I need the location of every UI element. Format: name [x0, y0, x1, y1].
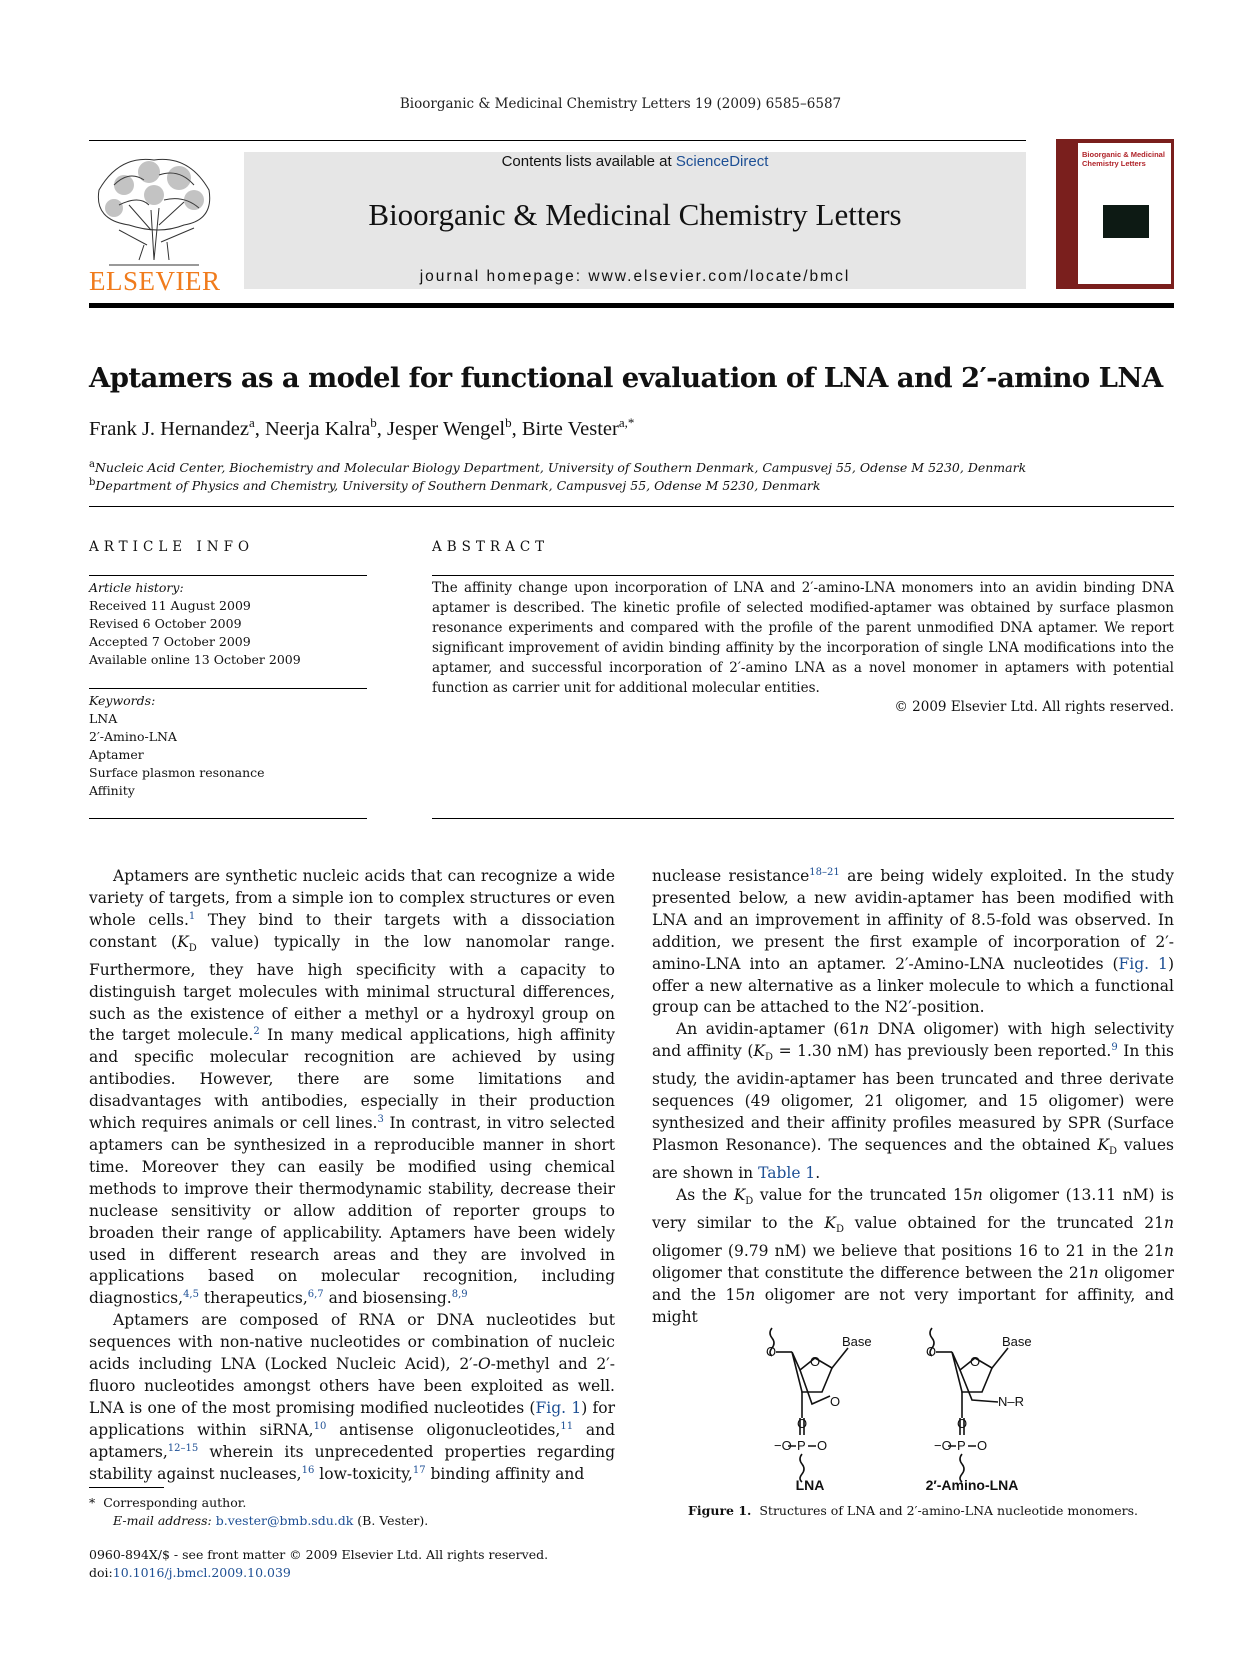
text-run: oligomer (9.79 nM) we believe that positions 16 to 21 in the 21 [652, 1241, 1165, 1260]
header-thick-rule [89, 303, 1174, 308]
cover-title: Bioorganic & Medicinal Chemistry Letters [1082, 150, 1165, 168]
abstract-bottom-rule [432, 818, 1174, 819]
ref-citation[interactable]: 2 [253, 1026, 260, 1038]
text-run: -methyl and 2′-fluoro nucleotides amongst others have been exploited as well. LNA is one of the most promising modified nucleotides ( [89, 1355, 615, 1417]
italic-n: n [745, 1285, 756, 1304]
keyword: Affinity [89, 783, 135, 798]
text-run: value obtained for the truncated 21 [843, 1213, 1164, 1232]
subscript-d: D [835, 1223, 844, 1235]
fig-label-o: O [830, 1394, 841, 1409]
text-run: In this study, the avidin-aptamer has been truncated and three derivate sequences (49 oligomer, 21 oligomer, and 15 oligomer) were synthesized and their affinity profiles measured by SPR (Surface Plasmon Resonance). The sequences and the obtained [652, 1042, 1174, 1154]
ref-citation[interactable]: 12–15 [167, 1442, 199, 1454]
abstract-copyright: © 2009 Elsevier Ltd. All rights reserved. [894, 699, 1174, 715]
symbol-k: K [824, 1213, 836, 1232]
email-suffix: (B. Vester). [353, 1513, 429, 1528]
fig-label-o: O [970, 1354, 981, 1369]
text-run: antisense oligonucleotides, [326, 1420, 561, 1439]
fig-label-p: P [797, 1438, 806, 1453]
ref-citation[interactable]: 11 [560, 1420, 574, 1432]
text-run: oligomer are not very important for affinity, and might [652, 1285, 1174, 1326]
text-run: nuclease resistance [652, 867, 810, 885]
doi-line [89, 1565, 291, 1580]
fig-name-amino-lna: 2′-Amino-LNA [925, 1477, 1019, 1490]
keyword: LNA [89, 711, 118, 726]
fig-label-o: O [817, 1438, 828, 1453]
keywords-block [89, 692, 265, 800]
affil-text: Nucleic Acid Center, Biochemistry and Molecular Biology Department, University of Southern Denmark, Campusvej 55, Odense M 5230, Denmark [94, 460, 1027, 475]
abstract-heading: ABSTRACT [432, 539, 550, 555]
footnote-rule [89, 1487, 164, 1488]
header-rule [89, 140, 1026, 141]
text-run: value for the truncated 15 [753, 1185, 973, 1204]
fig-label-p: P [957, 1438, 966, 1453]
body-paragraph [89, 866, 615, 1310]
history-item: Received 11 August 2009 [89, 598, 251, 613]
text-run: As the [676, 1185, 734, 1204]
fig-label-o: O [926, 1344, 937, 1359]
doi-label: doi: [89, 1565, 113, 1580]
footnote-marker: * [89, 1495, 96, 1510]
fig-name-lna: LNA [795, 1477, 825, 1490]
italic-n: n [859, 1020, 870, 1039]
contents-prefix: Contents lists available at [501, 153, 676, 170]
body-paragraph [89, 1310, 615, 1485]
body-paragraph [652, 1019, 1174, 1185]
keyword: 2′-Amino-LNA [89, 729, 177, 744]
author-name: Frank J. Hernandez [89, 418, 249, 440]
info-bottom-rule [89, 818, 367, 819]
text-run: In contrast, in vitro selected aptamers can be synthesized in a reproducible manner in short time. Moreover they can easily be modified using chemical methods to improve their thermodynamic stability, decrease their nuclease sensitivity or allow addition of reporter groups to broaden their range of applicability. Aptamers have been widely used in different research areas and they are involved in applications based on molecular recognition, including diagnostics, [89, 1114, 615, 1308]
article-info-rule [89, 575, 367, 576]
symbol-k: K [177, 932, 189, 951]
title-rule [89, 506, 1174, 507]
figure-caption-text: Structures of LNA and 2′-amino-LNA nucleotide monomers. [759, 1503, 1138, 1518]
affiliation [89, 460, 1026, 475]
fig-label-o: O [766, 1344, 777, 1359]
text-run: value) typically in the low nanomolar range. Furthermore, they have high specificity with a capacity to distinguish target molecules with minimal structural differences, such as the existence of either a methyl or a hydroxyl group on the target molecule. [89, 932, 615, 1045]
fig-label-neg-o: −O [934, 1438, 952, 1453]
subscript-d: D [765, 1052, 774, 1064]
italic-n: n [972, 1185, 983, 1204]
text-run: low-toxicity, [314, 1464, 413, 1483]
author-affil-mark: b [505, 415, 512, 431]
table-link[interactable]: Table 1 [758, 1163, 816, 1182]
figure-link[interactable]: Fig. 1 [1118, 954, 1168, 973]
figure-link[interactable]: Fig. 1 [535, 1398, 582, 1417]
ref-citation[interactable]: 9 [1111, 1042, 1118, 1054]
ref-citation[interactable]: 10 [313, 1420, 327, 1432]
issn-line: 0960-894X/$ - see front matter © 2009 Elsevier Ltd. All rights reserved. [89, 1547, 549, 1562]
abstract-rule [432, 575, 1174, 576]
italic-n: n [1088, 1263, 1099, 1282]
corresponding-label: Corresponding author. [103, 1495, 247, 1510]
author-name: Neerja Kalra [265, 418, 371, 440]
text-run: They bind to their targets with a dissociation constant ( [89, 910, 615, 951]
ref-citation[interactable]: 17 [412, 1464, 426, 1476]
ref-citation[interactable]: 8,9 [451, 1289, 468, 1301]
fig-label-o: O [977, 1438, 988, 1453]
symbol-k: K [753, 1042, 765, 1061]
figure-caption-label: Figure 1. [688, 1503, 752, 1518]
text-run: binding affinity and [425, 1464, 585, 1483]
italic-n: n [1164, 1241, 1174, 1260]
affiliation [89, 478, 820, 493]
journal-citation: Bioorganic & Medicinal Chemistry Letters 19 (2009) 6585–6587 [399, 96, 842, 112]
article-title: Aptamers as a model for functional evaluation of LNA and 2′-amino LNA [89, 362, 1163, 394]
author-name: Birte Vester [521, 418, 619, 440]
ref-citation[interactable]: 4,5 [183, 1289, 199, 1301]
author-affil-mark: b [370, 415, 377, 431]
email-label: E-mail address: [113, 1513, 212, 1528]
doi-link[interactable]: 10.1016/j.bmcl.2009.10.039 [112, 1565, 291, 1580]
subscript-d: D [745, 1195, 754, 1207]
text-run: In many medical applications, high affinity and specific molecular recognition are achieved by using antibodies. However, there are some limitations and disadvantages with antibodies, especially in their production which requires animals or cell lines. [89, 1026, 616, 1133]
text-run: and aptamers, [89, 1420, 615, 1461]
text-run: oligomer (13.11 nM) is very similar to the [652, 1185, 1174, 1232]
text-run: oligomer and the 15 [652, 1263, 1174, 1304]
italic-n: n [1164, 1213, 1174, 1232]
text-run: . [815, 1163, 821, 1182]
history-item: Revised 6 October 2009 [89, 616, 242, 631]
corresponding-author-note [89, 1495, 246, 1510]
fig-label-o: O [797, 1416, 808, 1431]
fig-label-base: Base [1002, 1334, 1032, 1349]
journal-cover-thumbnail [1056, 139, 1174, 289]
italic-o: O [477, 1355, 491, 1374]
ref-citation[interactable]: 18–21 [809, 866, 840, 878]
figure-1-structures [760, 1310, 1080, 1490]
elsevier-wordmark: ELSEVIER [89, 266, 221, 296]
keyword: Surface plasmon resonance [89, 765, 265, 780]
text-run: = 1.30 nM) has previously been reported. [773, 1042, 1112, 1061]
keyword: Aptamer [89, 747, 144, 762]
affil-mark: a [89, 458, 95, 470]
text-run: wherein its unprecedented properties regarding stability against nucleases, [89, 1442, 615, 1483]
fig-label-o: O [810, 1354, 821, 1369]
body-paragraph [652, 866, 1174, 1019]
text-run: oligomer that constitute the difference between the 21 [652, 1263, 1089, 1282]
text-run: therapeutics, [198, 1289, 308, 1308]
author-name: Jesper Wengel [387, 418, 506, 440]
cover-image [1103, 205, 1149, 238]
fig-label-neg-o: −O [774, 1438, 792, 1453]
text-run: An avidin-aptamer (61 [676, 1020, 860, 1039]
affil-text: Department of Physics and Chemistry, University of Southern Denmark, Campusvej 55, Odense M 5230, Denmark [95, 478, 821, 493]
email-link[interactable]: b.vester@bmb.sdu.dk [215, 1513, 354, 1528]
ref-citation[interactable]: 3 [377, 1113, 384, 1125]
author-list: Frank J. Hernandez$^a$, Neerja Kalra$^b$, Jesper Wengel$^b$, Birte Vester$^{a,*}$ [89, 415, 635, 440]
body-paragraph [652, 1185, 1174, 1329]
author-affil-mark: a,* [618, 415, 635, 431]
body-right-column [652, 866, 1174, 1329]
ref-citation[interactable]: 6,7 [307, 1289, 324, 1301]
ref-citation[interactable]: 1 [188, 910, 196, 922]
cover-page [1078, 143, 1171, 284]
sciencedirect-link[interactable]: ScienceDirect [675, 153, 769, 170]
fig-label-o: O [957, 1416, 968, 1431]
abstract-text: The affinity change upon incorporation of LNA and 2′-amino-LNA monomers into an avidin binding DNA aptamer is described. The kinetic profile of selected modified-aptamer was obtained by surface plasmon resonance experiments and compared with the profile of the parent unmodified DNA aptamer. We report significant improvement of avidin binding affinity by the incorporation of single LNA modifications into the aptamer, and successful incorporation of 2′-amino LNA as a novel monomer in aptamers with potential function as carrier unit for additional molecular entities. [432, 580, 1174, 696]
text-run: Aptamers are composed of RNA or DNA nucleotides but sequences with non-native nucleotides or combination of nucleic acids including LNA (Locked Nucleic Acid), 2′- [89, 1311, 615, 1374]
article-history [89, 579, 301, 669]
history-item: Available online 13 October 2009 [89, 652, 301, 667]
article-info-heading: ARTICLE INFO [89, 539, 255, 555]
history-label: Article history: [89, 580, 184, 595]
journal-title: Bioorganic & Medicinal Chemistry Letters [368, 197, 902, 232]
fig-label-base: Base [842, 1334, 872, 1349]
text-run: Aptamers are synthetic nucleic acids that can recognize a wide variety of targets, from a simple ion to complex structures or even whole cells. [89, 867, 615, 929]
affil-mark: b [89, 476, 96, 488]
text-run: DNA oligomer) with high selectivity and affinity ( [652, 1020, 1174, 1061]
text-run: are being widely exploited. In the study presented below, a new avidin-aptamer has been modified with LNA and an improvement in affinity of 8.5-fold was observed. In addition, we present the first example of incorporation of 2′-amino-LNA into an aptamer. 2′-Amino-LNA nucleotides ( [652, 867, 1174, 973]
text-run: values are shown in [652, 1135, 1174, 1182]
body-left-column [89, 866, 615, 1485]
subscript-d: D [1109, 1146, 1118, 1158]
fig-label-nr: N–R [998, 1394, 1025, 1409]
keywords-rule [89, 688, 367, 689]
subscript-d: D [188, 942, 197, 954]
ref-citation[interactable]: 16 [301, 1464, 315, 1476]
contents-line [244, 153, 1026, 170]
text-run: ) offer a new alternative as a linker molecule to which a functional group can be attached to the N2′-position. [652, 954, 1174, 1017]
figure-caption [652, 1503, 1174, 1518]
author-affil-mark: a [248, 415, 255, 431]
email-note [113, 1513, 428, 1528]
symbol-k: K [1097, 1135, 1110, 1154]
text-run: and biosensing. [323, 1289, 452, 1308]
history-item: Accepted 7 October 2009 [89, 634, 251, 649]
keywords-label: Keywords: [89, 693, 156, 708]
text-run: ) for applications within siRNA, [89, 1398, 615, 1439]
symbol-k: K [733, 1185, 746, 1204]
journal-homepage[interactable]: journal homepage: www.elsevier.com/locate/bmcl [419, 268, 851, 285]
